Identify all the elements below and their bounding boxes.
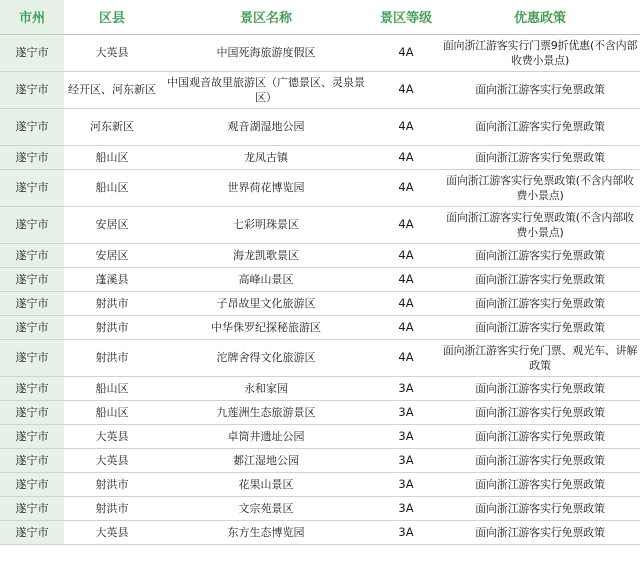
scenic-name-cell: 中国死海旅游度假区: [216, 46, 316, 59]
policy-cell: 面向浙江游客实行门票9折优惠(不含内部收费小景点): [442, 38, 638, 67]
policy-cell: 面向浙江游客实行免票政策: [475, 320, 605, 334]
city-cell: 遂宁市: [0, 145, 64, 169]
city-cell: 遂宁市: [0, 315, 64, 339]
scenic-name-cell: 文宗苑景区: [238, 501, 294, 515]
level-cell: 4A: [398, 295, 414, 310]
level-cell: 3A: [398, 524, 414, 539]
policy-cell: 面向浙江游客实行免票政策: [475, 525, 605, 539]
table-row: [0, 291, 640, 315]
level-cell: 4A: [398, 119, 414, 133]
county-cell: 安居区: [95, 248, 129, 262]
table-row: [0, 424, 640, 448]
county-cell: 船山区: [95, 405, 129, 419]
policy-cell: 面向浙江游客实行免票政策: [475, 501, 605, 515]
county-cell: 蓬溪县: [95, 272, 129, 286]
level-cell: 4A: [398, 180, 414, 194]
scenic-name-cell: 东方生态博览园: [227, 525, 305, 539]
county-cell: 经开区、河东新区: [68, 83, 156, 96]
scenic-name-cell: 中国观音故里旅游区（广德景区、灵泉景区）: [167, 75, 365, 104]
table-row: [0, 315, 640, 339]
county-cell: 船山区: [95, 150, 129, 164]
table-header-row: [0, 0, 640, 34]
header-county: 区县: [64, 0, 160, 34]
county-cell: 船山区: [95, 381, 129, 395]
county-cell: 河东新区: [90, 120, 134, 133]
scenic-name-cell: 花果山景区: [238, 477, 294, 491]
city-cell: 遂宁市: [0, 267, 64, 291]
county-cell: 大英县: [95, 525, 129, 539]
scenic-name-cell: 九莲洲生态旅游景区: [216, 405, 316, 419]
policy-cell: 面向浙江游客实行免票政策(不含内部收费小景点): [446, 210, 634, 239]
policy-cell: 面向浙江游客实行免票政策: [475, 150, 605, 164]
scenic-name-cell: 龙凤古镇: [244, 150, 288, 164]
city-cell: 遂宁市: [0, 376, 64, 400]
city-cell: 遂宁市: [0, 34, 64, 71]
county-cell: 安居区: [95, 218, 129, 231]
policy-cell: 面向浙江游客实行免票政策: [475, 477, 605, 491]
city-cell: 遂宁市: [0, 243, 64, 267]
policy-cell: 面向浙江游客实行免票政策: [475, 248, 605, 262]
city-cell: 遂宁市: [0, 424, 64, 448]
scenic-name-cell: 高峰山景区: [238, 272, 294, 286]
city-cell: 遂宁市: [0, 448, 64, 472]
level-cell: 4A: [398, 82, 414, 96]
scenic-name-cell: 永和家园: [244, 381, 288, 395]
policy-cell: 面向浙江游客实行免票政策: [475, 83, 605, 96]
table-row: [0, 267, 640, 291]
level-cell: 3A: [398, 452, 414, 467]
policy-cell: 面向浙江游客实行免票政策: [475, 381, 605, 395]
county-cell: 射洪市: [95, 320, 129, 334]
level-cell: 4A: [398, 247, 414, 262]
table-row: [0, 34, 640, 71]
table-row: [0, 243, 640, 267]
header-level: 景区等级: [372, 0, 440, 34]
city-cell: 遂宁市: [0, 520, 64, 544]
policy-cell: 面向浙江游客实行免票政策: [475, 296, 605, 310]
scenic-name-cell: 海龙凯歌景区: [233, 248, 299, 262]
policy-cell: 面向浙江游客实行免票政策: [475, 453, 605, 467]
table-row: [0, 206, 640, 243]
level-cell: 3A: [398, 404, 414, 419]
county-cell: 船山区: [95, 181, 129, 194]
city-cell: 遂宁市: [0, 472, 64, 496]
table-row: [0, 448, 640, 472]
scenic-name-cell: 沱牌舍得文化旅游区: [216, 351, 316, 364]
county-cell: 大英县: [95, 46, 129, 59]
policy-cell: 面向浙江游客实行免票政策: [475, 272, 605, 286]
level-cell: 3A: [398, 380, 414, 395]
header-scenic-name: 景区名称: [160, 0, 372, 34]
scenic-name-cell: 七彩明珠景区: [233, 218, 299, 231]
header-policy: 优惠政策: [440, 0, 640, 34]
policy-cell: 面向浙江游客实行免票政策: [475, 405, 605, 419]
table-row: [0, 71, 640, 108]
city-cell: 遂宁市: [0, 339, 64, 376]
table-row: [0, 400, 640, 424]
policy-cell: 面向浙江游客实行免票政策: [475, 120, 605, 133]
table-row: [0, 496, 640, 520]
level-cell: 4A: [398, 319, 414, 334]
scenic-name-cell: 世界荷花博览园: [227, 181, 305, 194]
county-cell: 射洪市: [95, 477, 129, 491]
city-cell: 遂宁市: [0, 169, 64, 206]
scenic-name-cell: 卓筒井遗址公园: [227, 429, 305, 443]
county-cell: 大英县: [95, 453, 129, 467]
policy-cell: 面向浙江游客实行免票政策(不含内部收费小景点): [446, 173, 634, 202]
policy-cell: 面向浙江游客实行免门票、观光车、讲解政策: [442, 343, 638, 372]
city-cell: 遂宁市: [0, 400, 64, 424]
table-row: [0, 520, 640, 544]
county-cell: 射洪市: [95, 351, 129, 364]
table-row: [0, 145, 640, 169]
scenic-name-cell: 观音湖湿地公园: [227, 120, 305, 133]
scenic-name-cell: 中华侏罗纪探秘旅游区: [211, 320, 321, 334]
table-row: [0, 339, 640, 376]
table-row: [0, 108, 640, 145]
county-cell: 大英县: [95, 429, 129, 443]
header-city: 市州: [0, 0, 64, 34]
table-row: [0, 472, 640, 496]
level-cell: 4A: [398, 350, 414, 364]
level-cell: 4A: [398, 271, 414, 286]
county-cell: 射洪市: [95, 296, 129, 310]
table-row: [0, 169, 640, 206]
scenic-name-cell: 郪江湿地公园: [233, 453, 299, 467]
level-cell: 3A: [398, 428, 414, 443]
city-cell: 遂宁市: [0, 291, 64, 315]
table-row: [0, 376, 640, 400]
city-cell: 遂宁市: [0, 108, 64, 145]
city-cell: 遂宁市: [0, 206, 64, 243]
city-cell: 遂宁市: [0, 496, 64, 520]
scenic-name-cell: 子昂故里文化旅游区: [216, 296, 316, 310]
level-cell: 4A: [398, 45, 414, 59]
county-cell: 射洪市: [95, 501, 129, 515]
level-cell: 3A: [398, 476, 414, 491]
city-cell: 遂宁市: [0, 71, 64, 108]
level-cell: 4A: [398, 149, 414, 164]
policy-cell: 面向浙江游客实行免票政策: [475, 429, 605, 443]
level-cell: 3A: [398, 500, 414, 515]
level-cell: 4A: [398, 217, 414, 231]
